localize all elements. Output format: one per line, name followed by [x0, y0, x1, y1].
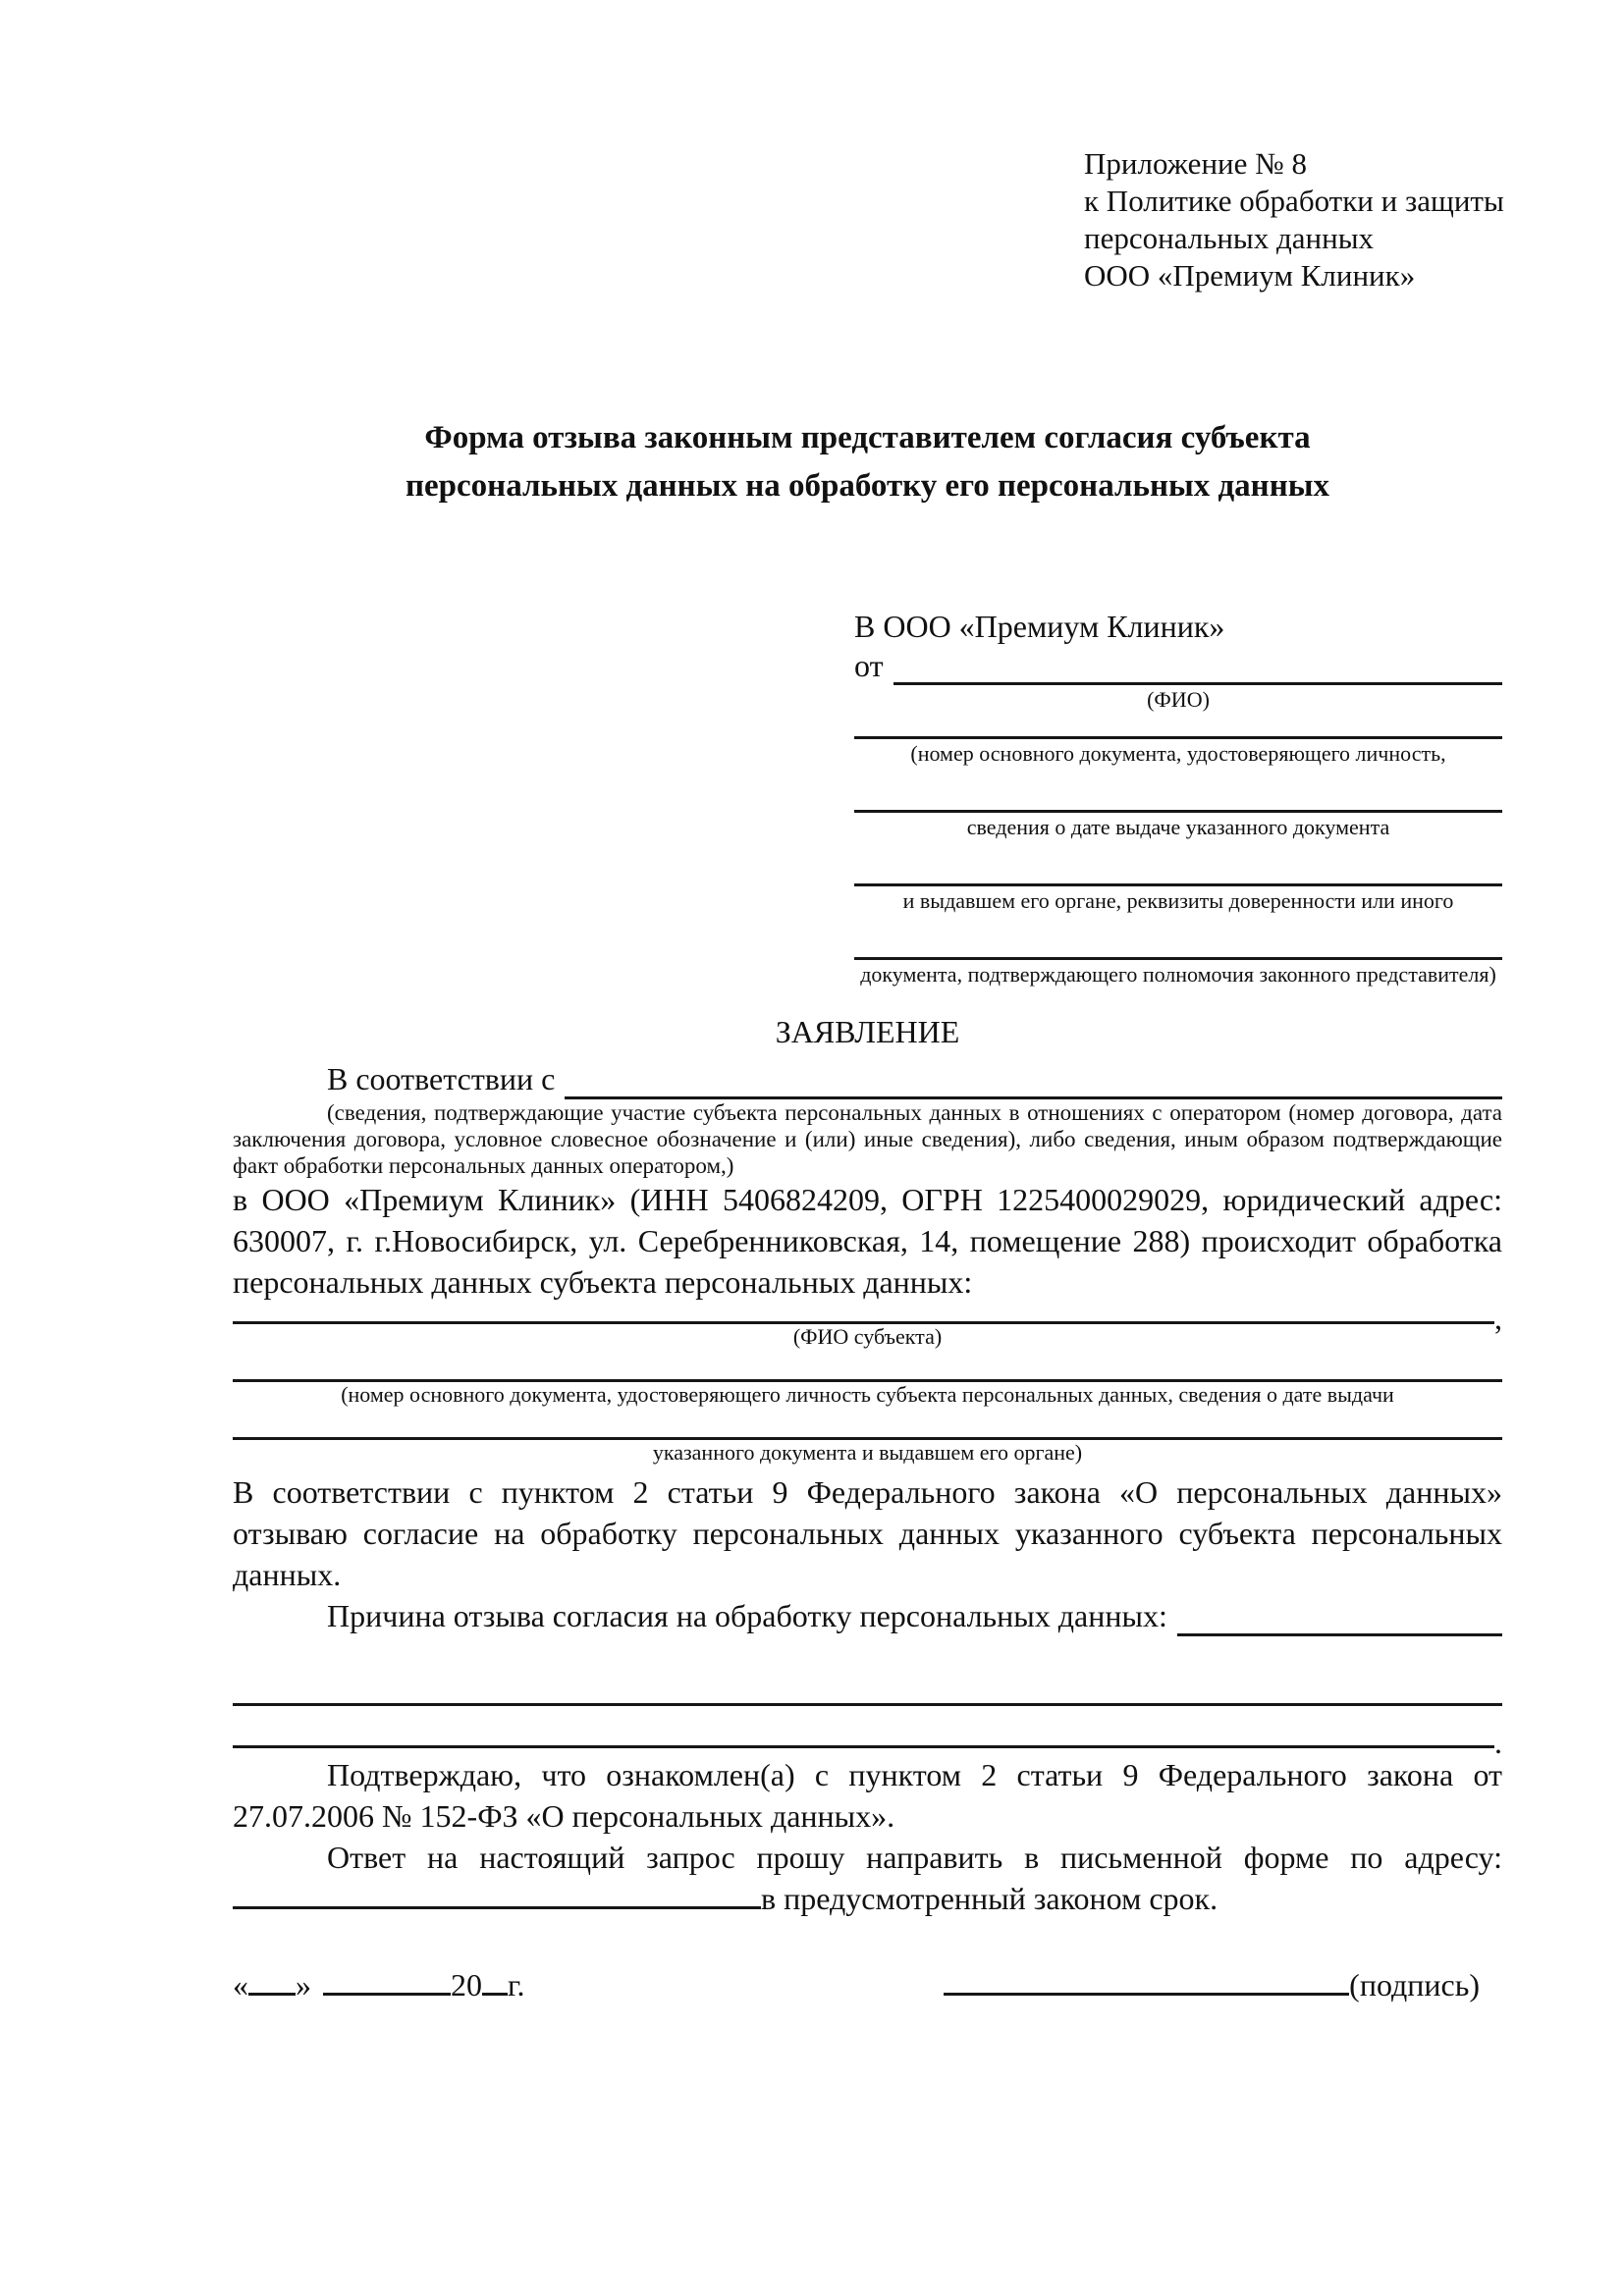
addressee-organization: В ООО «Премиум Клиник»	[854, 609, 1225, 644]
reason-period: .	[1494, 1725, 1502, 1760]
subject-fio-caption: (ФИО субъекта)	[792, 1324, 943, 1349]
date-group	[233, 1964, 525, 2005]
subject-doc-caption-1: (номер основного документа, удостоверяющего личность субъекта персональных данных, сведения о дате выдачи	[341, 1382, 1394, 1407]
signature-group	[944, 1964, 1480, 2005]
representative-doc-caption-2: сведения о дате выдаче указанного документа	[966, 815, 1390, 839]
representative-doc-caption-1: (номер основного документа, удостоверяющего личность,	[910, 741, 1446, 766]
basis-row	[233, 1058, 1502, 1099]
signature-input-line[interactable]	[944, 1970, 1349, 1996]
withdrawal-paragraph: В соответствии с пунктом 2 статьи 9 Федерального закона «О персональных данных» отзываю согласие на обработку персональных данных указанного субъекта персональных данных.	[233, 1474, 1502, 1592]
statement-heading: ЗАЯВЛЕНИЕ	[775, 1014, 960, 1049]
date-year-prefix: 20	[451, 1967, 482, 2002]
reason-input-line-3[interactable]	[233, 1745, 1494, 1748]
reason-row-end	[233, 1725, 1502, 1760]
reply-prefix: Ответ на настоящий запрос прошу направить в письменной форме по адресу:	[327, 1840, 1502, 1875]
signature-caption: (подпись)	[1349, 1967, 1480, 2002]
date-month-input-line[interactable]	[323, 1970, 451, 1996]
representative-doc-input-line-2[interactable]	[854, 810, 1502, 813]
from-label: от	[854, 648, 884, 683]
representative-doc-input-line-1[interactable]	[854, 736, 1502, 739]
representative-doc-input-line-3[interactable]	[854, 883, 1502, 886]
acknowledge-paragraph: Подтверждаю, что ознакомлен(а) с пунктом 2 статьи 9 Федерального закона от 27.07.2006 № 152-ФЗ «О персональных данных».	[233, 1757, 1502, 1834]
representative-fio-input-line[interactable]	[893, 652, 1502, 685]
representative-doc-caption-3: и выдавшем его органе, реквизиты доверенности или иного	[902, 888, 1454, 913]
reply-address-input-line[interactable]	[233, 1886, 761, 1909]
reason-label: Причина отзыва согласия на обработку персональных данных:	[327, 1598, 1167, 1633]
representative-doc-caption-4: документа, подтверждающего полномочия законного представителя)	[860, 962, 1496, 987]
appendix-line: к Политике обработки и защиты	[1084, 184, 1504, 218]
basis-input-line[interactable]	[565, 1066, 1502, 1099]
operator-paragraph: в ООО «Премиум Клиник» (ИНН 5406824209, ОГРН 1225400029029, юридический адрес: 630007, г. г.Новосибирск, ул. Серебренниковская, 14, помещение 288) происходит обработка персональных данных субъекта персональных данных:	[233, 1182, 1502, 1300]
reply-suffix: в предусмотренный законом срок.	[761, 1881, 1218, 1916]
form-title-line-1: Форма отзыва законным представителем согласия субъекта	[424, 420, 1311, 455]
subject-doc-caption-2: указанного документа и выдавшем его органе)	[652, 1440, 1083, 1465]
representative-doc-input-line-4[interactable]	[854, 957, 1502, 960]
reason-input-line-2[interactable]	[233, 1703, 1502, 1706]
appendix-line: Приложение № 8	[1084, 146, 1307, 181]
appendix-line: персональных данных	[1084, 221, 1375, 255]
date-year-input-line[interactable]	[482, 1970, 508, 1996]
reply-paragraph	[233, 1837, 1502, 1919]
representative-fio-caption: (ФИО)	[1147, 687, 1210, 712]
form-title	[233, 414, 1502, 510]
reason-row	[233, 1595, 1502, 1636]
date-open-quote: «	[233, 1967, 248, 2002]
from-row	[854, 646, 1502, 685]
subject-fio-row	[233, 1301, 1502, 1336]
basis-label: В соответствии с	[327, 1061, 556, 1096]
appendix-line: ООО «Премиум Клиник»	[1084, 258, 1416, 293]
basis-caption: (сведения, подтверждающие участие субъекта персональных данных в отношениях с оператором (номер договора, дата заключения договора, условное словесное обозначение и (или) иные сведения), либо сведения, иным образом подтверждающие факт обработки персональных данных оператором,)	[233, 1100, 1502, 1178]
reason-input-line-1[interactable]	[1177, 1603, 1502, 1636]
date-day-input-line[interactable]	[248, 1970, 296, 1996]
form-title-line-2: персональных данных на обработку его персональных данных	[406, 468, 1329, 504]
date-close-quote: »	[296, 1967, 311, 2002]
subject-fio-comma: ,	[1494, 1301, 1502, 1336]
footer-row	[233, 1964, 1502, 2005]
date-year-suffix: г.	[508, 1967, 525, 2002]
addressee-block	[854, 607, 1502, 988]
appendix-header	[1084, 145, 1502, 294]
